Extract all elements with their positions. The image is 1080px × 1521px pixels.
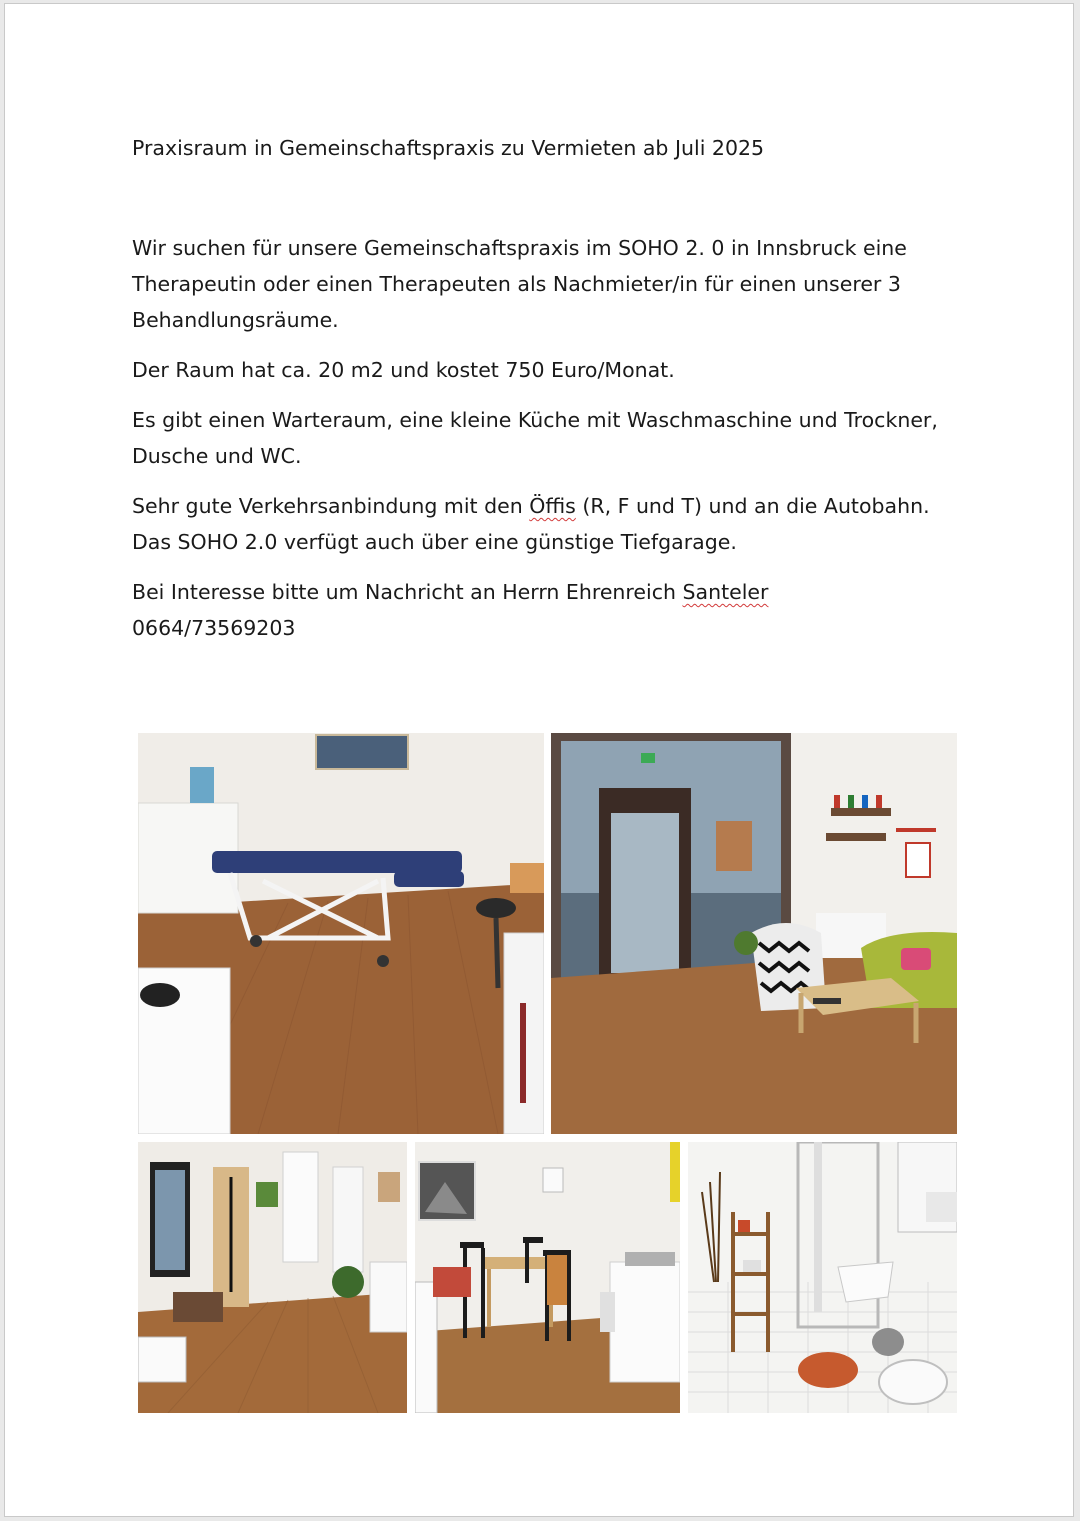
paragraph-room-price: Der Raum hat ca. 20 m2 und kostet 750 Euro/Monat.: [132, 358, 675, 382]
contact-phone: 0664/73569203: [132, 616, 296, 640]
paragraph-transport: [132, 488, 972, 560]
spellcheck-word-santeler: Santeler: [682, 580, 769, 604]
paragraph-search: Wir suchen für unsere Gemeinschaftspraxis im SOHO 2. 0 in Innsbruck eine Therapeutin oder einen Therapeuten als Nachmieter/in für einen unserer 3 Behandlungsräume.: [132, 236, 907, 332]
transport-text-b: (R, F und T) und an die Autobahn. Das SOHO 2.0 verfügt auch über eine günstige Tiefgarage.: [132, 494, 930, 554]
photo-kitchen: [415, 1142, 680, 1413]
photo-waiting-room: [551, 733, 957, 1134]
spellcheck-word-oeffis: Öffis: [529, 494, 576, 518]
photo-bathroom: [688, 1142, 957, 1413]
document-body: [132, 130, 972, 660]
paragraph-contact: [132, 574, 972, 646]
transport-text-a: Sehr gute Verkehrsanbindung mit den: [132, 494, 530, 518]
document-title: Praxisraum in Gemeinschaftspraxis zu Vermieten ab Juli 2025: [132, 136, 765, 160]
paragraph-facilities: Es gibt einen Warteraum, eine kleine Küche mit Waschmaschine und Trockner, Dusche und WC.: [132, 408, 938, 468]
photo-treatment-room: [138, 733, 544, 1134]
photo-hallway: [138, 1142, 407, 1413]
document-page: [4, 3, 1074, 1517]
contact-text: Bei Interesse bitte um Nachricht an Herrn Ehrenreich: [132, 580, 683, 604]
